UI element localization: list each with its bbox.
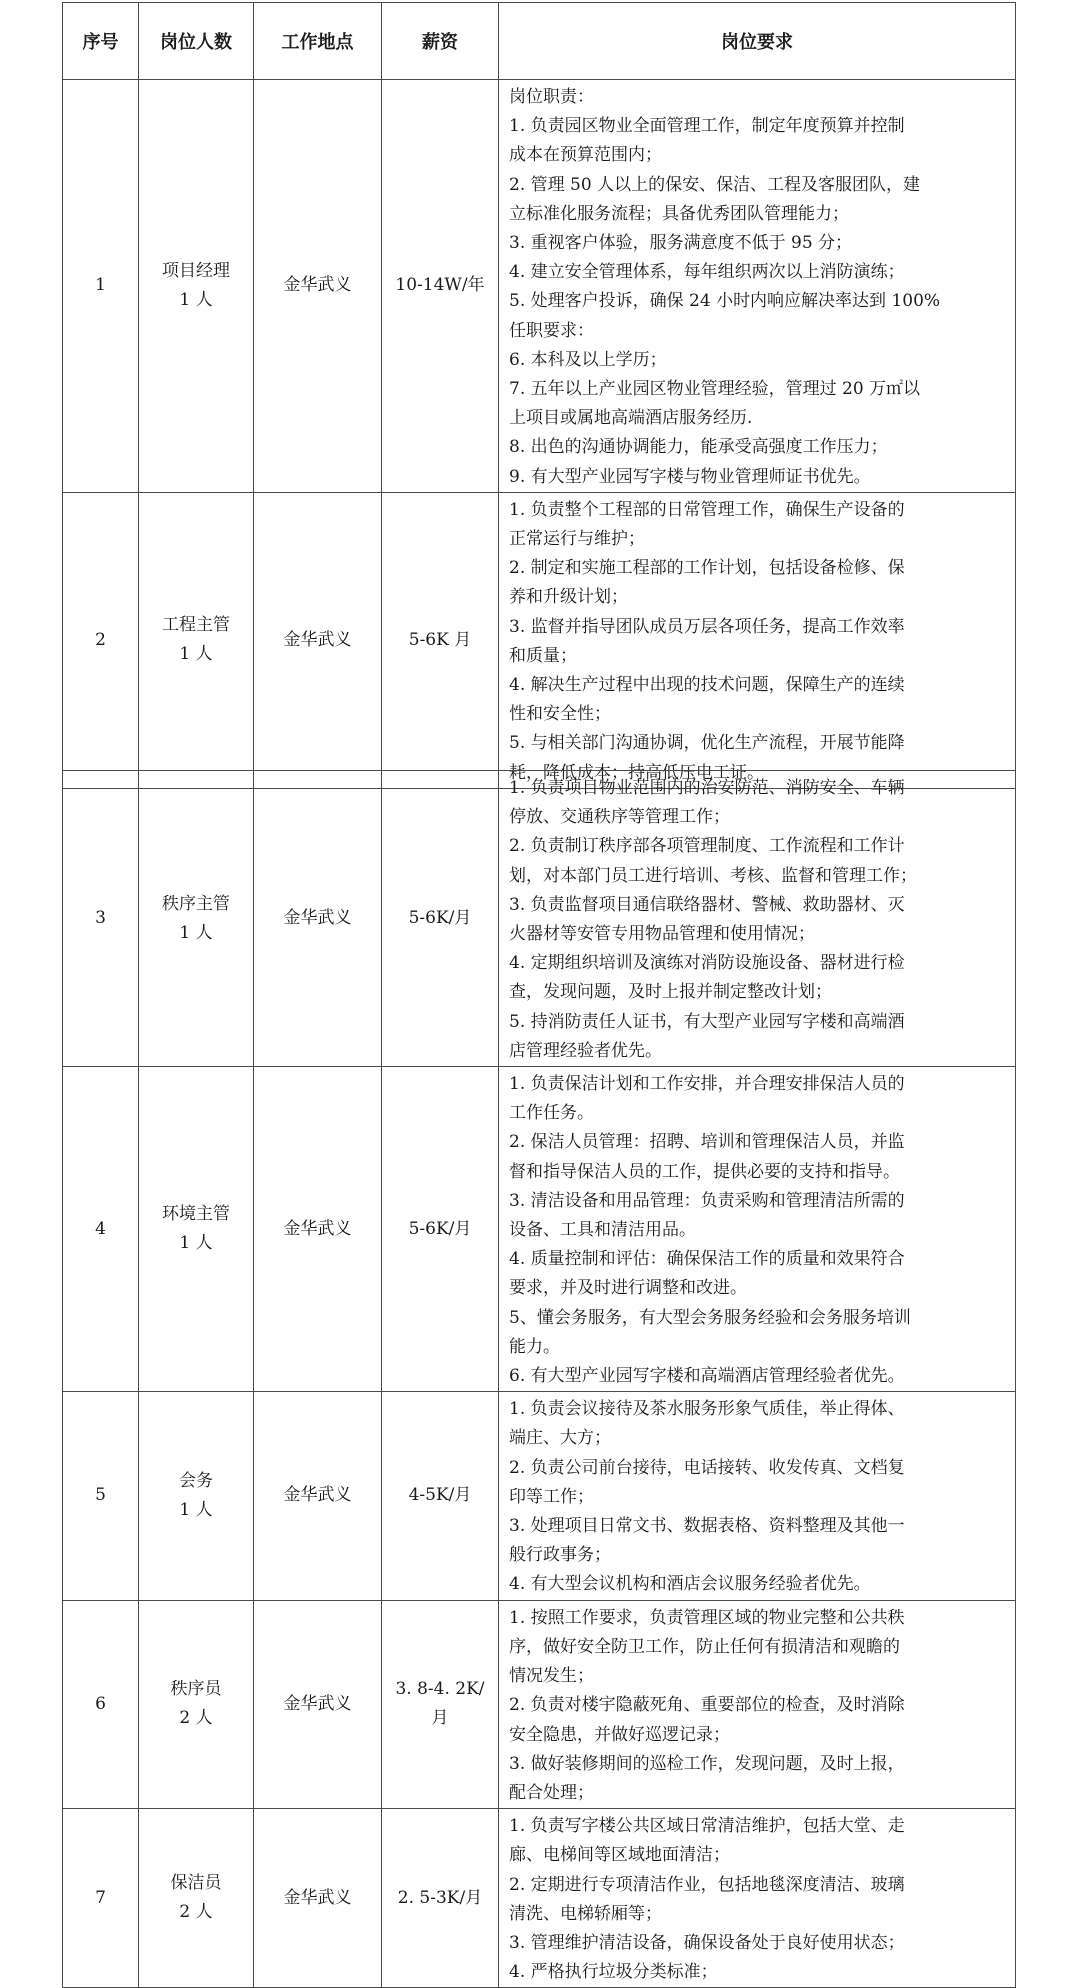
requirements bbox=[499, 1392, 1016, 1600]
position-line: 2 人 bbox=[179, 1902, 213, 1923]
salary-line: 5-6K 月 bbox=[408, 629, 472, 650]
position-line: 2 人 bbox=[179, 1708, 213, 1729]
requirement-line: 5. 处理客户投诉，确保 24 小时内响应解决率达到 100% bbox=[509, 291, 941, 312]
row-number: 1 bbox=[63, 80, 139, 493]
salary-line: 月 bbox=[431, 1708, 449, 1729]
salary-line: 3. 8-4. 2K/ bbox=[395, 1679, 485, 1700]
salary bbox=[382, 1809, 499, 1988]
requirement-line: 廊、电梯间等区域地面清洁； bbox=[509, 1845, 730, 1866]
position-headcount bbox=[139, 1600, 254, 1808]
header-location: 工作地点 bbox=[254, 3, 382, 80]
requirement-line: 划，对本部门员工进行培训、考核、监督和管理工作； bbox=[509, 865, 917, 886]
header-position: 岗位人数 bbox=[139, 3, 254, 80]
requirement-line: 能力。 bbox=[509, 1336, 560, 1357]
requirement-line: 3. 重视客户体验，服务满意度不低于 95 分； bbox=[509, 233, 853, 254]
work-location: 金华武义 bbox=[254, 1392, 382, 1600]
position-headcount bbox=[139, 1392, 254, 1600]
requirement-line: 停放、交通秩序等管理工作； bbox=[509, 807, 730, 828]
table-row bbox=[63, 1809, 1016, 1988]
requirement-line: 5. 与相关部门沟通协调，优化生产流程，开展节能降 bbox=[509, 733, 905, 754]
salary-line: 5-6K/月 bbox=[408, 908, 472, 929]
requirement-line: 4. 质量控制和评估：确保保洁工作的质量和效果符合 bbox=[509, 1249, 905, 1270]
requirements bbox=[499, 1809, 1016, 1988]
salary-line: 10-14W/年 bbox=[395, 275, 485, 296]
table-row bbox=[63, 1067, 1016, 1392]
requirement-line: 9. 有大型产业园写字楼与物业管理师证书优先。 bbox=[509, 466, 871, 487]
position-headcount bbox=[139, 80, 254, 493]
requirement-line: 督和指导保洁人员的工作，提供必要的支持和指导。 bbox=[509, 1161, 900, 1182]
requirement-line: 2. 负责公司前台接待，电话接转、收发传真、文档复 bbox=[509, 1457, 905, 1478]
position-headcount bbox=[139, 492, 254, 788]
position-line: 工程主管 bbox=[162, 615, 230, 636]
requirement-line: 般行政事务； bbox=[509, 1545, 611, 1566]
requirement-line: 正常运行与维护； bbox=[509, 529, 645, 550]
requirement-line: 3. 监督并指导团队成员万层各项任务，提高工作效率 bbox=[509, 616, 905, 637]
requirement-line: 性和安全性； bbox=[509, 704, 611, 725]
header-no: 序号 bbox=[63, 3, 139, 80]
salary-line: 2. 5-3K/月 bbox=[397, 1887, 483, 1908]
work-location: 金华武义 bbox=[254, 80, 382, 493]
work-location: 金华武义 bbox=[254, 1600, 382, 1808]
requirement-line: 7. 五年以上产业园区物业管理经验，管理过 20 万㎡以 bbox=[509, 379, 921, 400]
position-line: 1 人 bbox=[179, 1499, 213, 1520]
requirement-line: 1. 负责项目物业范围内的治安防范、消防安全、车辆 bbox=[509, 778, 905, 798]
requirement-line: 成本在预算范围内； bbox=[509, 145, 662, 166]
position-line: 1 人 bbox=[179, 289, 213, 310]
requirement-line: 4. 严格执行垃圾分类标准； bbox=[509, 1962, 718, 1983]
requirement-line: 3. 做好装修期间的巡检工作，发现问题，及时上报， bbox=[509, 1753, 905, 1774]
position-headcount bbox=[139, 771, 254, 1067]
requirement-line: 3. 管理维护清洁设备，确保设备处于良好使用状态； bbox=[509, 1932, 905, 1953]
position-line: 环境主管 bbox=[162, 1204, 230, 1225]
requirement-line: 要求，并及时进行调整和改进。 bbox=[509, 1278, 747, 1299]
requirement-line: 立标准化服务流程；具备优秀团队管理能力； bbox=[509, 203, 849, 224]
requirement-line: 序，做好安全防卫工作，防止任何有损清洁和观瞻的 bbox=[509, 1636, 900, 1657]
position-line: 1 人 bbox=[179, 1233, 213, 1254]
requirement-line: 4. 解决生产过程中出现的技术问题，保障生产的连续 bbox=[509, 675, 905, 696]
requirement-line: 2. 保洁人员管理：招聘、培训和管理保洁人员，并监 bbox=[509, 1132, 905, 1153]
requirement-line: 1. 负责保洁计划和工作安排，并合理安排保洁人员的 bbox=[509, 1074, 905, 1095]
requirement-line: 火器材等安管专用物品管理和使用情况； bbox=[509, 924, 815, 945]
requirement-line: 5、懂会务服务，有大型会务服务经验和会务服务培训 bbox=[509, 1307, 911, 1328]
requirements bbox=[499, 771, 1016, 1067]
requirement-line: 配合处理； bbox=[509, 1782, 594, 1803]
salary bbox=[382, 771, 499, 1067]
requirement-line: 6. 本科及以上学历； bbox=[509, 349, 667, 370]
row-number: 3 bbox=[63, 771, 139, 1067]
requirement-line: 4. 有大型会议机构和酒店会议服务经验者优先。 bbox=[509, 1574, 871, 1595]
position-line: 秩序员 bbox=[170, 1679, 222, 1700]
requirement-line: 工作任务。 bbox=[509, 1103, 594, 1124]
requirement-line: 养和升级计划； bbox=[509, 587, 628, 608]
table-row bbox=[63, 80, 1016, 493]
table-header-row bbox=[63, 3, 1016, 80]
salary-line: 5-6K/月 bbox=[408, 1218, 472, 1239]
row-number: 2 bbox=[63, 492, 139, 788]
requirement-line: 上项目或属地高端酒店服务经历. bbox=[509, 408, 753, 429]
work-location: 金华武义 bbox=[254, 492, 382, 788]
job-table-upper bbox=[62, 2, 1016, 789]
work-location: 金华武义 bbox=[254, 1067, 382, 1392]
requirement-line: 2. 负责制订秩序部各项管理制度、工作流程和工作计 bbox=[509, 836, 905, 857]
requirement-line: 安全隐患，并做好巡逻记录； bbox=[509, 1724, 730, 1745]
requirement-line: 3. 负责监督项目通信联络器材、警械、救助器材、灭 bbox=[509, 894, 905, 915]
requirement-line: 1. 负责写字楼公共区域日常清洁维护，包括大堂、走 bbox=[509, 1816, 905, 1837]
salary bbox=[382, 1067, 499, 1392]
requirements bbox=[499, 80, 1016, 493]
table-row bbox=[63, 771, 1016, 1067]
work-location: 金华武义 bbox=[254, 1809, 382, 1988]
row-number: 7 bbox=[63, 1809, 139, 1988]
position-line: 1 人 bbox=[179, 644, 213, 665]
requirement-line: 岗位职责： bbox=[509, 87, 594, 107]
row-number: 5 bbox=[63, 1392, 139, 1600]
row-number: 6 bbox=[63, 1600, 139, 1808]
table-row bbox=[63, 1392, 1016, 1600]
requirement-line: 6. 有大型产业园写字楼和高端酒店管理经验者优先。 bbox=[509, 1366, 905, 1387]
work-location: 金华武义 bbox=[254, 771, 382, 1067]
requirement-line: 3. 处理项目日常文书、数据表格、资料整理及其他一 bbox=[509, 1516, 905, 1537]
position-line: 保洁员 bbox=[170, 1873, 222, 1894]
requirement-line: 印等工作； bbox=[509, 1486, 594, 1507]
requirement-line: 8. 出色的沟通协调能力，能承受高强度工作压力； bbox=[509, 437, 888, 458]
header-requirements: 岗位要求 bbox=[499, 3, 1016, 80]
position-line: 秩序主管 bbox=[162, 893, 230, 914]
salary bbox=[382, 1600, 499, 1808]
requirements bbox=[499, 1067, 1016, 1392]
salary bbox=[382, 492, 499, 788]
requirement-line: 2. 定期进行专项清洁作业，包括地毯深度清洁、玻璃 bbox=[509, 1874, 905, 1895]
position-line: 项目经理 bbox=[162, 260, 230, 281]
requirement-line: 店管理经验者优先。 bbox=[509, 1040, 662, 1061]
row-number: 4 bbox=[63, 1067, 139, 1392]
requirement-line: 4. 定期组织培训及演练对消防设施设备、器材进行检 bbox=[509, 953, 905, 974]
position-headcount bbox=[139, 1067, 254, 1392]
requirements bbox=[499, 1600, 1016, 1808]
requirement-line: 1. 负责会议接待及茶水服务形象气质佳，举止得体、 bbox=[509, 1399, 905, 1420]
requirement-line: 2. 负责对楼宇隐蔽死角、重要部位的检查，及时消除 bbox=[509, 1695, 905, 1716]
requirement-line: 4. 建立安全管理体系，每年组织两次以上消防演练； bbox=[509, 262, 905, 283]
requirement-line: 端庄、大方； bbox=[509, 1428, 611, 1449]
table-row bbox=[63, 1600, 1016, 1808]
requirement-line: 查，发现问题，及时上报并制定整改计划； bbox=[509, 982, 832, 1003]
requirement-line: 任职要求： bbox=[509, 320, 594, 341]
requirement-line: 2. 管理 50 人以上的保安、保洁、工程及客服团队，建 bbox=[509, 174, 921, 195]
requirement-line: 情况发生； bbox=[509, 1666, 594, 1687]
salary bbox=[382, 80, 499, 493]
requirement-line: 和质量； bbox=[509, 645, 577, 666]
requirement-line: 5. 持消防责任人证书，有大型产业园写字楼和高端酒 bbox=[509, 1011, 905, 1032]
job-table-lower bbox=[62, 770, 1016, 1988]
table-row bbox=[63, 492, 1016, 788]
requirement-line: 清洗、电梯轿厢等； bbox=[509, 1903, 662, 1924]
salary-line: 4-5K/月 bbox=[408, 1485, 472, 1506]
requirement-line: 2. 制定和实施工程部的工作计划，包括设备检修、保 bbox=[509, 558, 905, 579]
position-headcount bbox=[139, 1809, 254, 1988]
requirement-line: 1. 按照工作要求，负责管理区域的物业完整和公共秩 bbox=[509, 1607, 905, 1628]
requirements bbox=[499, 492, 1016, 788]
requirement-line: 设备、工具和清洁用品。 bbox=[509, 1220, 696, 1241]
requirement-line: 1. 负责整个工程部的日常管理工作，确保生产设备的 bbox=[509, 499, 905, 520]
salary bbox=[382, 1392, 499, 1600]
position-line: 1 人 bbox=[179, 922, 213, 943]
position-line: 会务 bbox=[179, 1470, 213, 1491]
requirement-line: 1. 负责园区物业全面管理工作，制定年度预算并控制 bbox=[509, 116, 905, 137]
header-salary: 薪资 bbox=[382, 3, 499, 80]
requirement-line: 耗，降低成本；持高低压电工证。 bbox=[509, 762, 764, 783]
requirement-line: 3. 清洁设备和用品管理：负责采购和管理清洁所需的 bbox=[509, 1190, 905, 1211]
